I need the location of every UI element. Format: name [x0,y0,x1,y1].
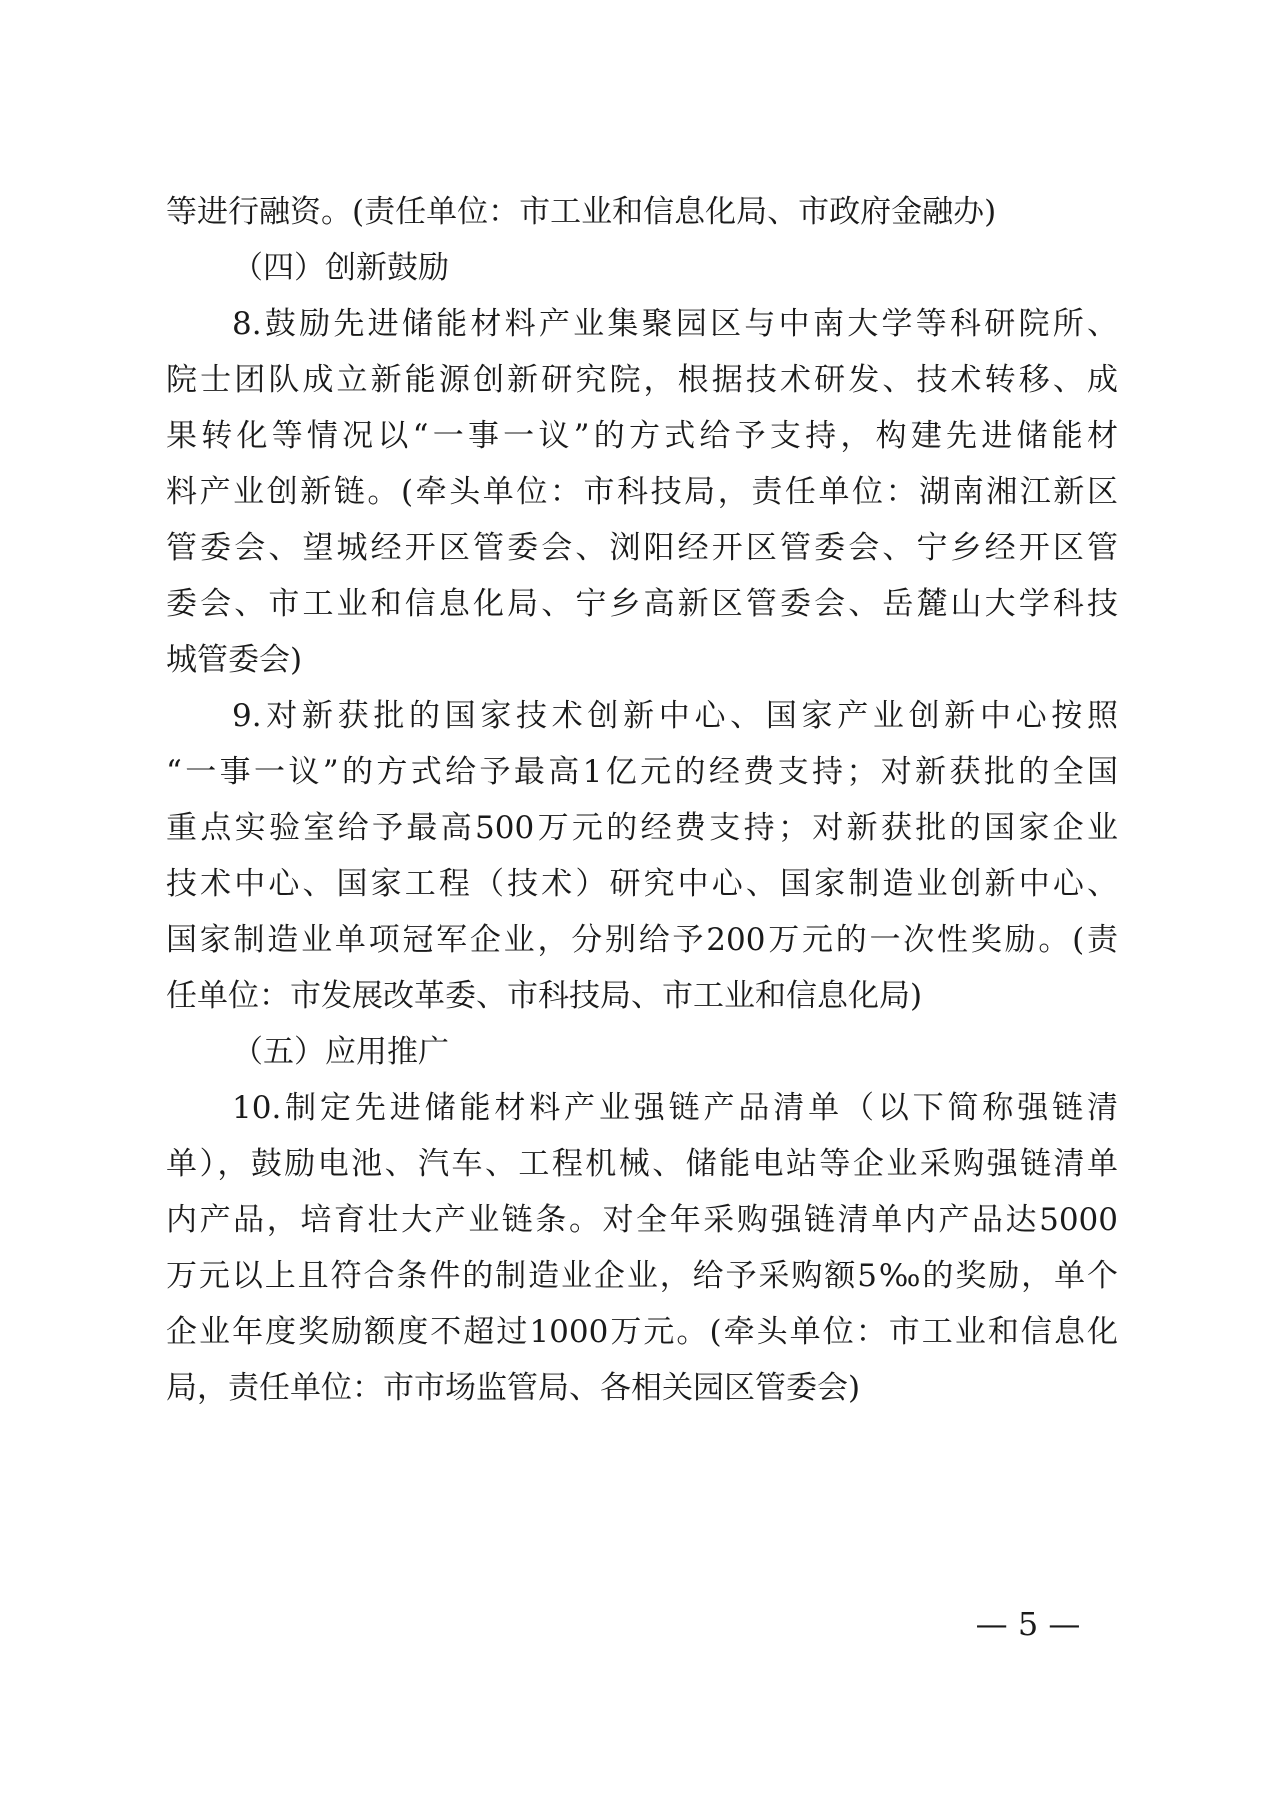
text-line-4: 院士团队成立新能源创新研究院，根据技术研发、技术转移、成 [166,362,1118,398]
text-line-13: 技术中心、国家工程（技术）研究中心、国家制造业创新中心、 [166,866,1118,902]
section-heading-innovation: （四）创新鼓励 [232,250,449,286]
page-number: — 5 — [975,1605,1081,1643]
section-heading-application: （五）应用推广 [232,1034,449,1070]
text-line-19: 内产品，培育壮大产业链条。对全年采购强链清单内产品达5000 [166,1202,1118,1238]
text-line-15: 任单位：市发展改革委、市科技局、市工业和信息化局) [166,978,923,1014]
text-line-8: 委会、市工业和信息化局、宁乡高新区管委会、岳麓山大学科技 [166,586,1118,622]
text-line-5: 果转化等情况以“一事一议”的方式给予支持，构建先进储能材 [166,418,1118,454]
text-line-7: 管委会、望城经开区管委会、浏阳经开区管委会、宁乡经开区管 [166,530,1118,566]
text-line-10: 9.对新获批的国家技术创新中心、国家产业创新中心按照 [232,698,1118,734]
text-line-20: 万元以上且符合条件的制造业企业，给予采购额5‰的奖励，单个 [166,1258,1118,1294]
text-line-11: “一事一议”的方式给予最高1亿元的经费支持；对新获批的全国 [166,754,1118,790]
text-line-22: 局，责任单位：市市场监管局、各相关园区管委会) [166,1370,861,1406]
text-line-17: 10.制定先进储能材料产业强链产品清单（以下简称强链清 [232,1090,1118,1126]
text-line-6: 料产业创新链。(牵头单位：市科技局，责任单位：湖南湘江新区 [166,474,1118,510]
text-line-21: 企业年度奖励额度不超过1000万元。(牵头单位：市工业和信息化 [166,1314,1118,1350]
text-line-3: 8.鼓励先进储能材料产业集聚园区与中南大学等科研院所、 [232,306,1118,342]
text-line-12: 重点实验室给予最高500万元的经费支持；对新获批的国家企业 [166,810,1118,846]
text-line-9: 城管委会) [166,642,303,678]
text-line-18: 单），鼓励电池、汽车、工程机械、储能电站等企业采购强链清单 [166,1146,1118,1182]
text-line-1: 等进行融资。(责任单位：市工业和信息化局、市政府金融办) [166,194,997,230]
text-line-14: 国家制造业单项冠军企业，分别给予200万元的一次性奖励。(责 [166,922,1118,958]
